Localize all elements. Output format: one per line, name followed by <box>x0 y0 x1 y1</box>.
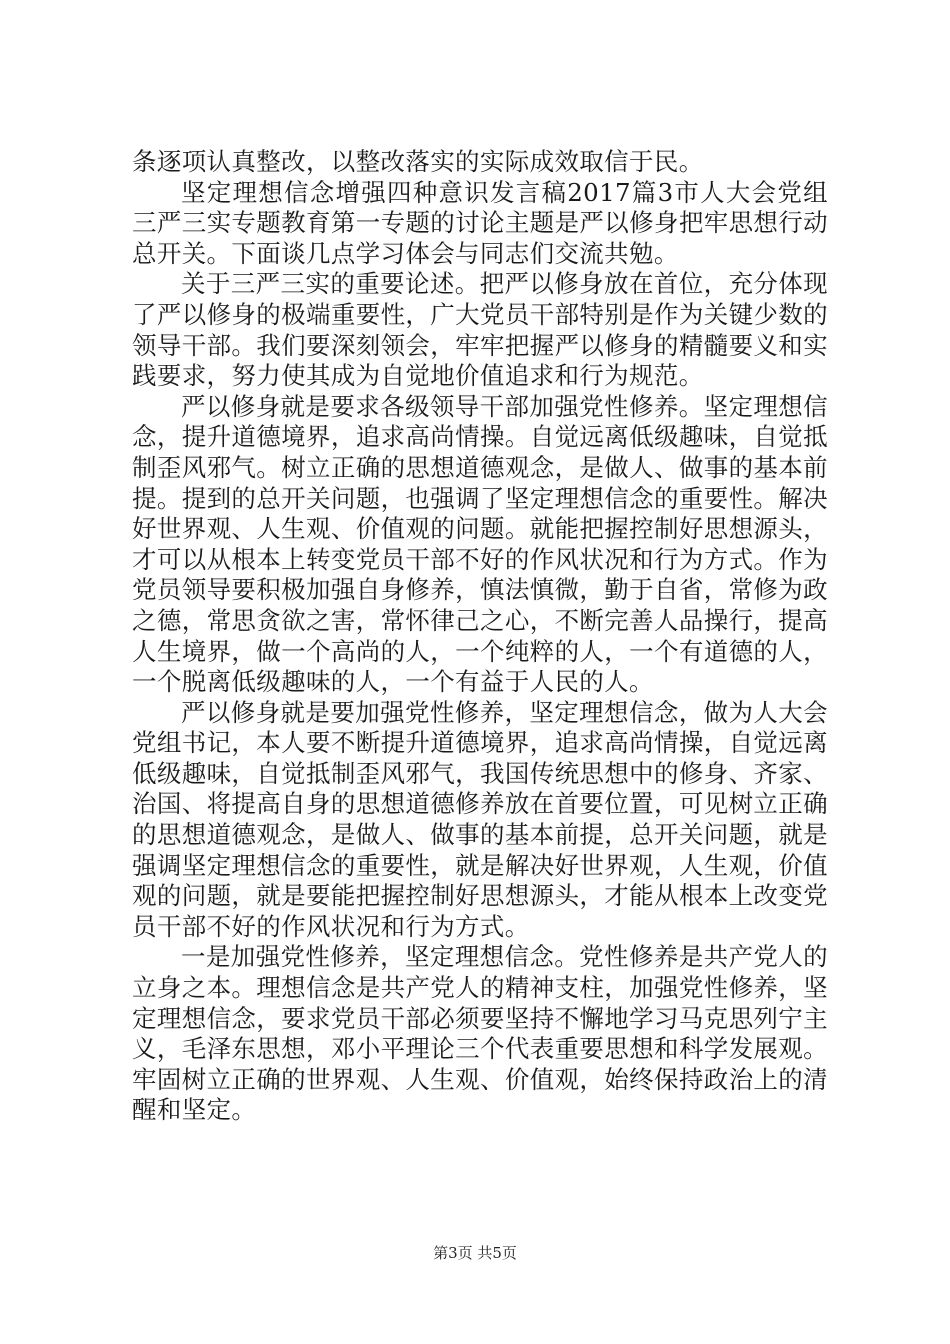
paragraph: 严以修身就是要加强党性修养，坚定理想信念，做为人大会党组书记，本人要不断提升道德境界，追求高尚情操，自觉远离低级趣味，自觉抵制歪风邪气，我国传统思想中的修身、齐家、治国、将提高自身的思想道德修养放在首要位置，可见树立正确的思想道德观念，是做人、做事的基本前提，总开关问题，就是强调坚定理想信念的重要性，就是解决好世界观，人生观，价值观的问题，就是要能把握控制好思想源头，才能从根本上改变党员干部不好的作风状况和行为方式。 <box>132 697 828 941</box>
paragraph: 严以修身就是要求各级领导干部加强党性修养。坚定理想信念，提升道德境界，追求高尚情操。自觉远离低级趣味，自觉抵制歪风邪气。树立正确的思想道德观念，是做人、做事的基本前提。提到的总开关问题，也强调了坚定理想信念的重要性。解决好世界观、人生观、价值观的问题。就能把握控制好思想源头，才可以从根本上转变党员干部不好的作风状况和行为方式。作为党员领导要积极加强自身修养，慎法慎微，勤于自省，常修为政之德，常思贪欲之害，常怀律己之心，不断完善人品操行，提高人生境界，做一个高尚的人，一个纯粹的人，一个有道德的人，一个脱离低级趣味的人，一个有益于人民的人。 <box>132 391 828 697</box>
paragraph: 一是加强党性修养，坚定理想信念。党性修养是共产党人的立身之本。理想信念是共产党人的精神支柱，加强党性修养，坚定理想信念，要求党员干部必须要坚持不懈地学习马克思列宁主义，毛泽东思想，邓小平理论三个代表重要思想和科学发展观。牢固树立正确的世界观、人生观、价值观，始终保持政治上的清醒和坚定。 <box>132 942 828 1125</box>
document-body <box>132 147 828 1126</box>
page-number-footer: 第3页 共5页 <box>433 1244 517 1262</box>
paragraph: 关于三严三实的重要论述。把严以修身放在首位，充分体现了严以修身的极端重要性，广大党员干部特别是作为关键少数的领导干部。我们要深刻领会，牢牢把握严以修身的精髓要义和实践要求，努力使其成为自觉地价值追求和行为规范。 <box>132 269 828 391</box>
paragraph: 坚定理想信念增强四种意识发言稿2017篇3市人大会党组三严三实专题教育第一专题的讨论主题是严以修身把牢思想行动总开关。下面谈几点学习体会与同志们交流共勉。 <box>132 177 828 268</box>
paragraph-continuation: 条逐项认真整改，以整改落实的实际成效取信于民。 <box>132 147 704 176</box>
